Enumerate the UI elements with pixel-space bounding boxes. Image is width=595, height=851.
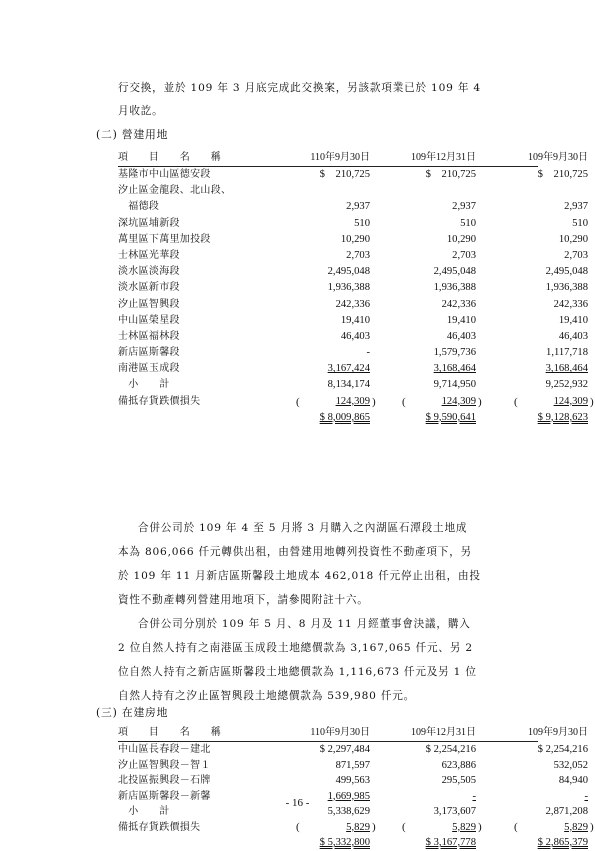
construction-cell-col2: 623,886 <box>441 759 476 771</box>
land-cell-col3: 2,703 <box>564 249 588 261</box>
construction-row <box>118 742 588 758</box>
land-cell-col2: 10,290 <box>446 233 476 245</box>
construction-row <box>118 758 588 774</box>
construction-row-label: 新店區斯馨段－新馨 <box>118 790 211 802</box>
section-title-construction: (三) 在建房地 <box>96 706 169 719</box>
para-line-5: 合併公司分別於 109 年 5 月、8 月及 11 月經董事會決議，購入 <box>138 618 471 630</box>
land-cell-col2: 510 <box>460 217 476 229</box>
header-item-name: 項 目 名 稱 <box>118 152 221 163</box>
land-cell-col1: 510 <box>354 217 370 229</box>
land-cell-col1: $ 210,725 <box>319 169 370 180</box>
land-cell-col1: 3,167,424 <box>327 363 370 375</box>
land-row-label: 中山區榮星段 <box>118 314 180 326</box>
construction-cell-col3: $ 2,254,216 <box>537 744 588 755</box>
land-row-label: 萬里區下萬里加投段 <box>118 233 211 245</box>
construction-cell-col1: 871,597 <box>335 759 370 771</box>
construction-cell-col1: $ 2,297,484 <box>319 744 370 755</box>
land-cell-col1: 2,495,048 <box>327 266 370 278</box>
close-paren: ) <box>478 820 482 833</box>
land-row <box>118 183 538 199</box>
construction-cell-col2: $ 2,254,216 <box>425 744 476 755</box>
land-cell-col1: 124,309 <box>335 395 370 407</box>
construction-cell-col1: 5,338,629 <box>327 806 370 817</box>
land-cell-col2: 3,168,464 <box>433 363 476 375</box>
land-row <box>118 232 588 248</box>
land-cell-col1: 19,410 <box>340 314 370 326</box>
construction-cell-col1: $ 5,332,800 <box>319 837 370 848</box>
land-cell-col1: $ 8,009,865 <box>319 411 370 423</box>
land-cell-col3: 19,410 <box>558 314 588 326</box>
construction-row-label: 中山區長春段－建北 <box>118 744 211 755</box>
construction-row-label: 小 計 <box>118 806 170 817</box>
land-row <box>118 280 588 296</box>
land-row <box>118 248 588 264</box>
header-col-2: 109年12月31日 <box>411 727 476 738</box>
land-cell-col1: 8,134,174 <box>327 379 370 391</box>
land-cell-col2: 2,937 <box>452 201 476 213</box>
land-cell-col1: 1,936,388 <box>327 282 370 294</box>
header-col-2: 109年12月31日 <box>411 152 476 163</box>
construction-row <box>118 820 594 836</box>
open-paren: ( <box>514 395 518 408</box>
construction-table-header <box>118 726 588 742</box>
land-row <box>118 329 588 345</box>
land-row <box>118 216 588 232</box>
construction-cell-col2: - <box>472 790 476 802</box>
para-line-6: 2 位自然人持有之南港區玉成段土地總價款為 3,167,065 仟元、另 2 <box>118 642 473 654</box>
construction-row <box>118 773 588 789</box>
construction-cell-col2: 5,829 <box>452 821 476 833</box>
construction-cell-col3: 84,940 <box>558 775 588 786</box>
close-paren: ) <box>372 820 376 833</box>
land-row <box>118 345 588 361</box>
land-row-label: 新店區斯馨段 <box>118 347 180 359</box>
land-cell-col3: 3,168,464 <box>545 363 588 375</box>
header-col-1: 110年9月30日 <box>310 152 370 163</box>
land-cell-col2: $ 9,590,641 <box>425 411 476 423</box>
close-paren: ) <box>478 395 482 408</box>
construction-cell-col2: 3,173,607 <box>433 806 476 817</box>
construction-row <box>118 835 588 851</box>
construction-table <box>118 726 594 851</box>
land-cell-col3: $ 9,128,623 <box>537 411 588 423</box>
land-cell-col2: 2,495,048 <box>433 266 476 278</box>
land-row <box>118 394 594 410</box>
land-row <box>118 167 588 183</box>
land-cell-col2: $ 210,725 <box>425 169 476 180</box>
land-cell-col3: 242,336 <box>553 298 588 310</box>
para-line-1: 合併公司於 109 年 4 至 5 月將 3 月購入之內湖區石潭段土地成 <box>138 522 468 534</box>
open-paren: ( <box>514 820 518 833</box>
intro-line-1: 行交換，並於 109 年 3 月底完成此交換案，另該款項業已於 109 年 4 <box>118 82 481 94</box>
land-row-label: 基隆市中山區德安段 <box>118 169 211 180</box>
land-row <box>118 410 588 426</box>
land-row-label: 汐止區智興段 <box>118 298 180 310</box>
land-cell-col1: 2,937 <box>346 201 370 213</box>
land-row-label: 福德段 <box>118 201 160 213</box>
land-row-label: 士林區光華段 <box>118 249 180 261</box>
land-cell-col1: 242,336 <box>335 298 370 310</box>
land-row <box>118 264 588 280</box>
land-cell-col3: 2,937 <box>564 201 588 213</box>
construction-cell-col3: 2,871,208 <box>545 806 588 817</box>
header-col-1: 110年9月30日 <box>310 727 370 738</box>
land-cell-col2: 46,403 <box>446 330 476 342</box>
construction-cell-col2: 295,505 <box>441 775 476 786</box>
land-cell-col3: 124,309 <box>553 395 588 407</box>
land-row-label: 士林區福林段 <box>118 330 180 342</box>
land-cell-col2: 2,703 <box>452 249 476 261</box>
land-row <box>118 297 588 313</box>
land-table <box>118 151 594 426</box>
construction-cell-col1: 1,669,985 <box>327 790 370 802</box>
construction-row-label: 汐止區智興段－智１ <box>118 759 211 771</box>
land-cell-col3: 46,403 <box>558 330 588 342</box>
para-line-3: 於 109 年 11 月新店區斯馨段土地成本 462,018 仟元停止出租，由投 <box>118 570 481 582</box>
header-col-3: 109年9月30日 <box>528 727 588 738</box>
land-row-label: 深坑區埔新段 <box>118 217 180 229</box>
land-cell-col2: 1,579,736 <box>433 347 476 359</box>
header-item-name: 項 目 名 稱 <box>118 727 221 738</box>
close-paren: ) <box>590 395 594 408</box>
para-line-4: 資性不動產轉列營建用地項下，請參閱附註十六。 <box>118 594 369 606</box>
land-row <box>118 361 588 377</box>
construction-cell-col1: 5,829 <box>346 821 370 833</box>
close-paren: ) <box>372 395 376 408</box>
land-cell-col2: 9,714,950 <box>433 379 476 391</box>
land-cell-col2: 1,936,388 <box>433 282 476 294</box>
land-cell-col3: 9,252,932 <box>545 379 588 391</box>
land-cell-col3: 1,117,718 <box>546 347 588 359</box>
land-cell-col1: 10,290 <box>340 233 370 245</box>
land-row-label: 淡水區淡海段 <box>118 266 180 278</box>
land-row <box>118 313 588 329</box>
land-cell-col2: 19,410 <box>446 314 476 326</box>
land-cell-col3: 510 <box>572 217 588 229</box>
open-paren: ( <box>402 395 406 408</box>
construction-cell-col2: $ 3,167,778 <box>425 837 476 848</box>
para-line-8: 自然人持有之汐止區智興段土地總價款為 539,980 仟元。 <box>118 690 416 702</box>
land-cell-col2: 242,336 <box>441 298 476 310</box>
construction-cell-col3: 532,052 <box>553 759 588 771</box>
land-cell-col1: - <box>366 347 370 359</box>
land-cell-col1: 2,703 <box>346 249 370 261</box>
para-line-7: 位自然人持有之新店區斯馨段土地總價款為 1,116,673 仟元及另 1 位 <box>118 666 477 678</box>
land-cell-col3: 1,936,388 <box>545 282 588 294</box>
land-cell-col3: $ 210,725 <box>537 169 588 180</box>
section-title-land: (二) 營建用地 <box>96 128 169 141</box>
construction-cell-col3: - <box>584 790 588 802</box>
land-row-label: 淡水區新市段 <box>118 282 180 294</box>
land-row <box>118 199 588 215</box>
intro-line-2: 月收訖。 <box>118 105 164 117</box>
page-number: - 16 - <box>285 797 310 809</box>
land-row-label: 小 計 <box>118 379 170 391</box>
close-paren: ) <box>590 820 594 833</box>
para-line-2: 本為 806,066 仟元轉供出租，由營建用地轉列投資性不動產項下，另 <box>118 546 472 558</box>
land-cell-col3: 2,495,048 <box>545 266 588 278</box>
construction-cell-col3: $ 2,865,379 <box>537 837 588 848</box>
construction-row-label: 北投區振興段－石牌 <box>118 775 211 786</box>
open-paren: ( <box>296 395 300 408</box>
land-row-label: 汐止區金龍段、北山段、 <box>118 185 232 197</box>
header-col-3: 109年9月30日 <box>528 152 588 163</box>
construction-cell-col3: 5,829 <box>564 821 588 833</box>
construction-cell-col1: 499,563 <box>335 775 370 786</box>
land-cell-col3: 10,290 <box>558 233 588 245</box>
land-row-label: 備抵存貨跌價損失 <box>118 395 201 407</box>
land-row <box>118 377 588 393</box>
land-cell-col2: 124,309 <box>441 395 476 407</box>
land-cell-col1: 46,403 <box>340 330 370 342</box>
land-row-label: 南港區玉成段 <box>118 363 180 375</box>
open-paren: ( <box>402 820 406 833</box>
land-table-header <box>118 151 588 167</box>
construction-row-label: 備抵存貨跌價損失 <box>118 821 201 833</box>
open-paren: ( <box>296 820 300 833</box>
